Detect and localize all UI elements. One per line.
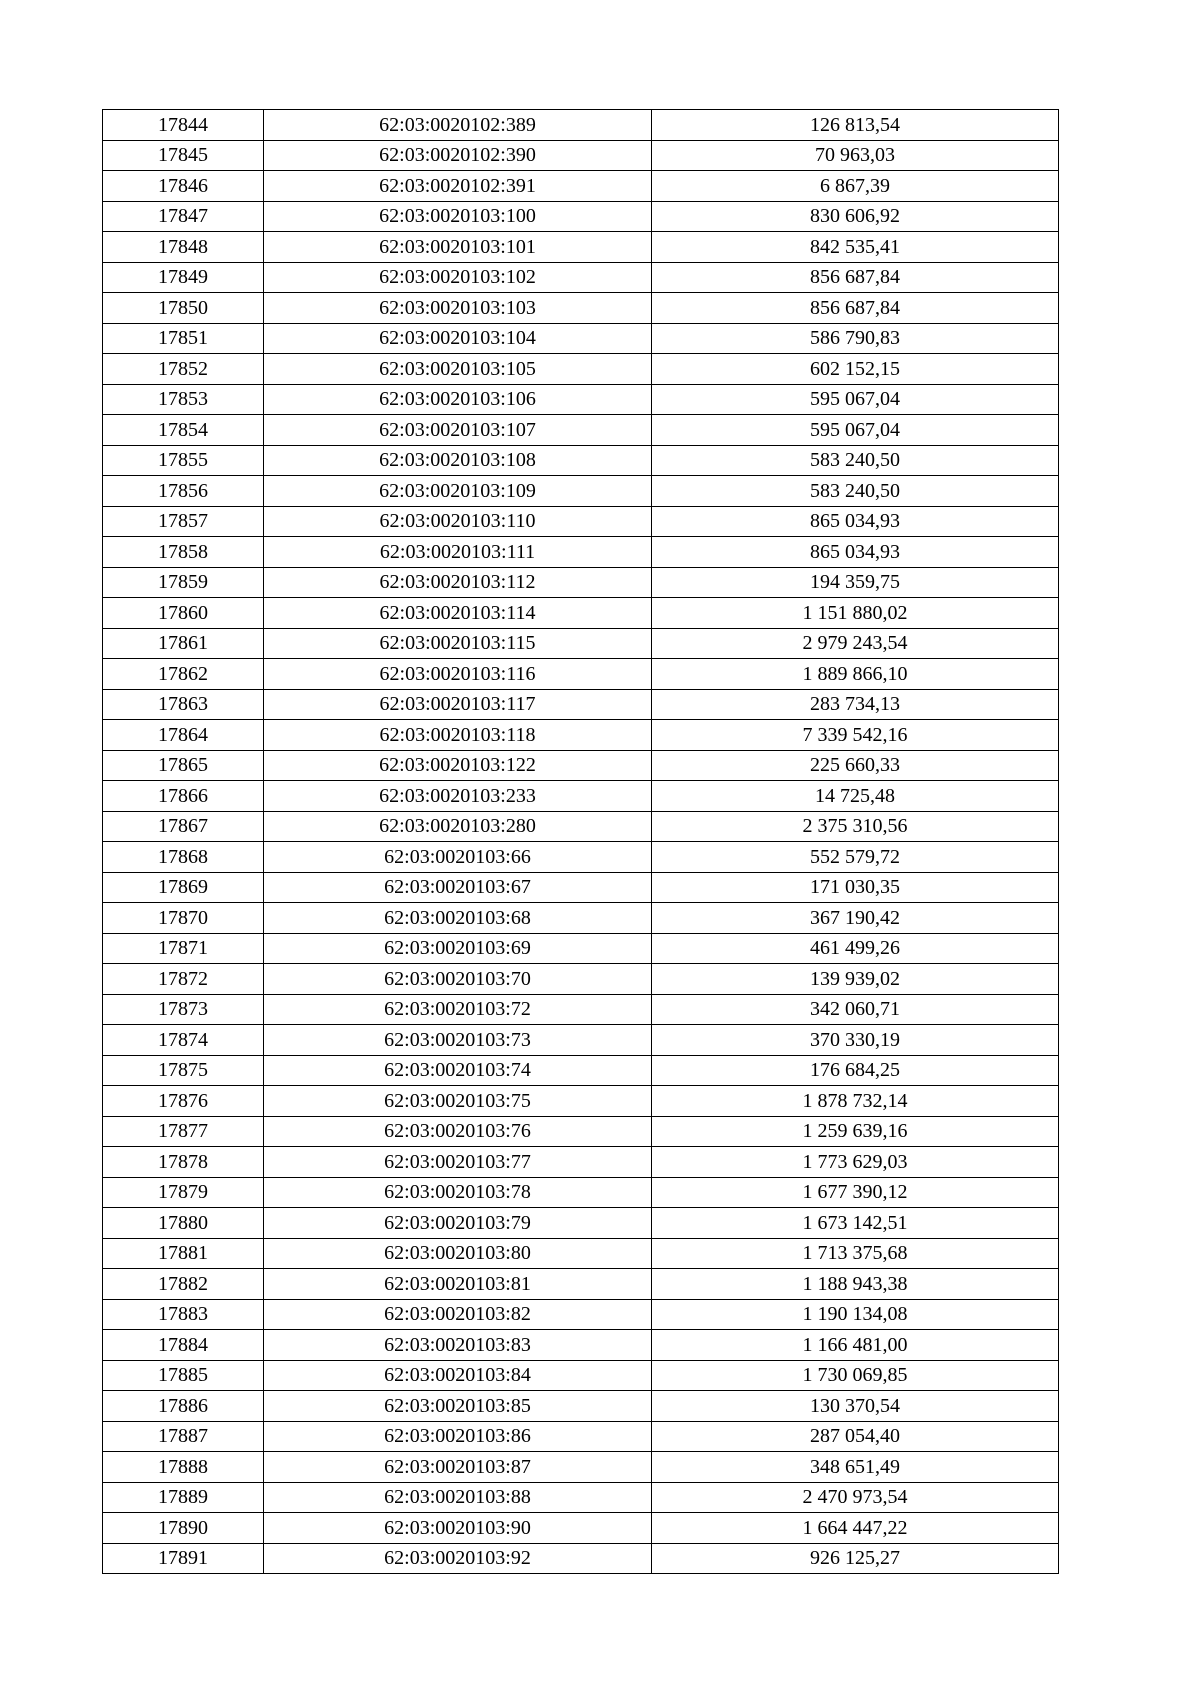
cadastral-number-cell: 62:03:0020102:389: [264, 110, 652, 141]
cadastral-value-cell: 176 684,25: [652, 1055, 1059, 1086]
row-number-cell: 17860: [103, 598, 264, 629]
table-row: [103, 964, 1059, 995]
cadastral-number-cell: 62:03:0020102:390: [264, 140, 652, 171]
table-row: [103, 415, 1059, 446]
table-row: [103, 1543, 1059, 1574]
row-number-cell: 17852: [103, 354, 264, 385]
row-number-cell: 17891: [103, 1543, 264, 1574]
row-number-cell: 17890: [103, 1513, 264, 1544]
table-row: [103, 384, 1059, 415]
cadastral-value-cell: 595 067,04: [652, 415, 1059, 446]
row-number-cell: 17870: [103, 903, 264, 934]
cadastral-value-cell: 1 166 481,00: [652, 1330, 1059, 1361]
cadastral-number-cell: 62:03:0020103:81: [264, 1269, 652, 1300]
cadastral-number-cell: 62:03:0020103:88: [264, 1482, 652, 1513]
cadastral-value-cell: 171 030,35: [652, 872, 1059, 903]
row-number-cell: 17887: [103, 1421, 264, 1452]
table-row: [103, 1177, 1059, 1208]
row-number-cell: 17846: [103, 171, 264, 202]
row-number-cell: 17865: [103, 750, 264, 781]
table-row: [103, 1116, 1059, 1147]
row-number-cell: 17885: [103, 1360, 264, 1391]
row-number-cell: 17871: [103, 933, 264, 964]
table-row: [103, 1452, 1059, 1483]
cadastral-number-cell: 62:03:0020102:391: [264, 171, 652, 202]
cadastral-number-cell: 62:03:0020103:112: [264, 567, 652, 598]
cadastral-value-cell: 1 190 134,08: [652, 1299, 1059, 1330]
cadastral-value-cell: 7 339 542,16: [652, 720, 1059, 751]
cadastral-number-cell: 62:03:0020103:108: [264, 445, 652, 476]
cadastral-value-cell: 586 790,83: [652, 323, 1059, 354]
cadastral-value-cell: 1 188 943,38: [652, 1269, 1059, 1300]
cadastral-number-cell: 62:03:0020103:90: [264, 1513, 652, 1544]
row-number-cell: 17847: [103, 201, 264, 232]
cadastral-number-cell: 62:03:0020103:280: [264, 811, 652, 842]
cadastral-number-cell: 62:03:0020103:73: [264, 1025, 652, 1056]
table-row: [103, 1391, 1059, 1422]
cadastral-value-cell: 1 664 447,22: [652, 1513, 1059, 1544]
table-row: [103, 293, 1059, 324]
row-number-cell: 17886: [103, 1391, 264, 1422]
cadastral-number-cell: 62:03:0020103:86: [264, 1421, 652, 1452]
row-number-cell: 17866: [103, 781, 264, 812]
table-row: [103, 720, 1059, 751]
cadastral-number-cell: 62:03:0020103:103: [264, 293, 652, 324]
table-row: [103, 1421, 1059, 1452]
table-row: [103, 903, 1059, 934]
row-number-cell: 17876: [103, 1086, 264, 1117]
cadastral-number-cell: 62:03:0020103:109: [264, 476, 652, 507]
cadastral-value-cell: 1 878 732,14: [652, 1086, 1059, 1117]
cadastral-value-cell: 926 125,27: [652, 1543, 1059, 1574]
table-row: [103, 1238, 1059, 1269]
cadastral-number-cell: 62:03:0020103:87: [264, 1452, 652, 1483]
row-number-cell: 17848: [103, 232, 264, 263]
row-number-cell: 17878: [103, 1147, 264, 1178]
cadastral-number-cell: 62:03:0020103:111: [264, 537, 652, 568]
cadastral-number-cell: 62:03:0020103:115: [264, 628, 652, 659]
cadastral-value-cell: 1 259 639,16: [652, 1116, 1059, 1147]
table-row: [103, 659, 1059, 690]
row-number-cell: 17853: [103, 384, 264, 415]
cadastral-number-cell: 62:03:0020103:70: [264, 964, 652, 995]
cadastral-value-cell: 1 773 629,03: [652, 1147, 1059, 1178]
cadastral-number-cell: 62:03:0020103:104: [264, 323, 652, 354]
cadastral-number-cell: 62:03:0020103:114: [264, 598, 652, 629]
cadastral-value-cell: 348 651,49: [652, 1452, 1059, 1483]
cadastral-number-cell: 62:03:0020103:75: [264, 1086, 652, 1117]
cadastral-value-cell: 2 979 243,54: [652, 628, 1059, 659]
row-number-cell: 17873: [103, 994, 264, 1025]
cadastral-value-cell: 1 673 142,51: [652, 1208, 1059, 1239]
cadastral-number-cell: 62:03:0020103:68: [264, 903, 652, 934]
cadastral-value-cell: 283 734,13: [652, 689, 1059, 720]
row-number-cell: 17875: [103, 1055, 264, 1086]
table-row: [103, 1025, 1059, 1056]
cadastral-value-cell: 139 939,02: [652, 964, 1059, 995]
cadastral-value-cell: 865 034,93: [652, 537, 1059, 568]
row-number-cell: 17882: [103, 1269, 264, 1300]
table-row: [103, 1299, 1059, 1330]
table-row: [103, 598, 1059, 629]
table-row: [103, 445, 1059, 476]
cadastral-value-cell: 342 060,71: [652, 994, 1059, 1025]
cadastral-value-cell: 602 152,15: [652, 354, 1059, 385]
cadastral-number-cell: 62:03:0020103:83: [264, 1330, 652, 1361]
table-row: [103, 171, 1059, 202]
row-number-cell: 17869: [103, 872, 264, 903]
table-row: [103, 689, 1059, 720]
table-row: [103, 110, 1059, 141]
cadastral-value-cell: 856 687,84: [652, 262, 1059, 293]
row-number-cell: 17845: [103, 140, 264, 171]
row-number-cell: 17864: [103, 720, 264, 751]
table-row: [103, 1086, 1059, 1117]
table-row: [103, 628, 1059, 659]
cadastral-value-cell: 14 725,48: [652, 781, 1059, 812]
cadastral-number-cell: 62:03:0020103:105: [264, 354, 652, 385]
cadastral-value-cell: 194 359,75: [652, 567, 1059, 598]
cadastral-number-cell: 62:03:0020103:116: [264, 659, 652, 690]
table-row: [103, 1330, 1059, 1361]
cadastral-value-table: [102, 109, 1059, 1574]
row-number-cell: 17884: [103, 1330, 264, 1361]
row-number-cell: 17867: [103, 811, 264, 842]
cadastral-value-cell: 461 499,26: [652, 933, 1059, 964]
cadastral-number-cell: 62:03:0020103:117: [264, 689, 652, 720]
cadastral-value-cell: 583 240,50: [652, 445, 1059, 476]
row-number-cell: 17850: [103, 293, 264, 324]
row-number-cell: 17881: [103, 1238, 264, 1269]
cadastral-number-cell: 62:03:0020103:67: [264, 872, 652, 903]
table-row: [103, 811, 1059, 842]
row-number-cell: 17879: [103, 1177, 264, 1208]
row-number-cell: 17855: [103, 445, 264, 476]
row-number-cell: 17877: [103, 1116, 264, 1147]
row-number-cell: 17851: [103, 323, 264, 354]
table-row: [103, 994, 1059, 1025]
cadastral-number-cell: 62:03:0020103:100: [264, 201, 652, 232]
table-row: [103, 1208, 1059, 1239]
cadastral-value-cell: 370 330,19: [652, 1025, 1059, 1056]
cadastral-number-cell: 62:03:0020103:84: [264, 1360, 652, 1391]
cadastral-number-cell: 62:03:0020103:85: [264, 1391, 652, 1422]
cadastral-number-cell: 62:03:0020103:118: [264, 720, 652, 751]
row-number-cell: 17883: [103, 1299, 264, 1330]
table-row: [103, 506, 1059, 537]
cadastral-number-cell: 62:03:0020103:92: [264, 1543, 652, 1574]
cadastral-value-cell: 830 606,92: [652, 201, 1059, 232]
table-row: [103, 354, 1059, 385]
table-row: [103, 323, 1059, 354]
cadastral-number-cell: 62:03:0020103:74: [264, 1055, 652, 1086]
table-row: [103, 537, 1059, 568]
cadastral-value-cell: 842 535,41: [652, 232, 1059, 263]
row-number-cell: 17858: [103, 537, 264, 568]
row-number-cell: 17862: [103, 659, 264, 690]
cadastral-value-cell: 2 470 973,54: [652, 1482, 1059, 1513]
cadastral-value-cell: 287 054,40: [652, 1421, 1059, 1452]
row-number-cell: 17863: [103, 689, 264, 720]
table-row: [103, 872, 1059, 903]
cadastral-number-cell: 62:03:0020103:107: [264, 415, 652, 446]
table-row: [103, 262, 1059, 293]
cadastral-number-cell: 62:03:0020103:110: [264, 506, 652, 537]
cadastral-value-cell: 1 713 375,68: [652, 1238, 1059, 1269]
cadastral-value-cell: 856 687,84: [652, 293, 1059, 324]
table-row: [103, 1360, 1059, 1391]
cadastral-value-cell: 367 190,42: [652, 903, 1059, 934]
table-row: [103, 567, 1059, 598]
cadastral-value-cell: 865 034,93: [652, 506, 1059, 537]
row-number-cell: 17889: [103, 1482, 264, 1513]
row-number-cell: 17849: [103, 262, 264, 293]
cadastral-value-cell: 70 963,03: [652, 140, 1059, 171]
cadastral-number-cell: 62:03:0020103:79: [264, 1208, 652, 1239]
cadastral-value-cell: 225 660,33: [652, 750, 1059, 781]
cadastral-value-cell: 1 889 866,10: [652, 659, 1059, 690]
table-row: [103, 1513, 1059, 1544]
row-number-cell: 17888: [103, 1452, 264, 1483]
table-row: [103, 140, 1059, 171]
cadastral-number-cell: 62:03:0020103:77: [264, 1147, 652, 1178]
row-number-cell: 17874: [103, 1025, 264, 1056]
table-body: [103, 110, 1059, 1574]
row-number-cell: 17854: [103, 415, 264, 446]
cadastral-value-cell: 552 579,72: [652, 842, 1059, 873]
cadastral-value-cell: 130 370,54: [652, 1391, 1059, 1422]
cadastral-value-cell: 1 730 069,85: [652, 1360, 1059, 1391]
cadastral-value-cell: 2 375 310,56: [652, 811, 1059, 842]
row-number-cell: 17856: [103, 476, 264, 507]
row-number-cell: 17880: [103, 1208, 264, 1239]
cadastral-number-cell: 62:03:0020103:69: [264, 933, 652, 964]
table-row: [103, 933, 1059, 964]
cadastral-value-cell: 1 151 880,02: [652, 598, 1059, 629]
cadastral-value-cell: 126 813,54: [652, 110, 1059, 141]
cadastral-number-cell: 62:03:0020103:101: [264, 232, 652, 263]
table-row: [103, 1482, 1059, 1513]
cadastral-value-cell: 6 867,39: [652, 171, 1059, 202]
cadastral-number-cell: 62:03:0020103:78: [264, 1177, 652, 1208]
cadastral-number-cell: 62:03:0020103:122: [264, 750, 652, 781]
row-number-cell: 17844: [103, 110, 264, 141]
table-row: [103, 201, 1059, 232]
row-number-cell: 17859: [103, 567, 264, 598]
cadastral-number-cell: 62:03:0020103:76: [264, 1116, 652, 1147]
row-number-cell: 17868: [103, 842, 264, 873]
cadastral-number-cell: 62:03:0020103:106: [264, 384, 652, 415]
cadastral-number-cell: 62:03:0020103:233: [264, 781, 652, 812]
table-row: [103, 1147, 1059, 1178]
table-row: [103, 476, 1059, 507]
row-number-cell: 17861: [103, 628, 264, 659]
cadastral-number-cell: 62:03:0020103:72: [264, 994, 652, 1025]
table-row: [103, 750, 1059, 781]
cadastral-value-cell: 1 677 390,12: [652, 1177, 1059, 1208]
cadastral-value-cell: 583 240,50: [652, 476, 1059, 507]
cadastral-number-cell: 62:03:0020103:82: [264, 1299, 652, 1330]
table-row: [103, 842, 1059, 873]
row-number-cell: 17857: [103, 506, 264, 537]
table-row: [103, 1055, 1059, 1086]
table-row: [103, 781, 1059, 812]
cadastral-number-cell: 62:03:0020103:80: [264, 1238, 652, 1269]
row-number-cell: 17872: [103, 964, 264, 995]
cadastral-number-cell: 62:03:0020103:102: [264, 262, 652, 293]
table-row: [103, 1269, 1059, 1300]
cadastral-number-cell: 62:03:0020103:66: [264, 842, 652, 873]
cadastral-value-cell: 595 067,04: [652, 384, 1059, 415]
table-row: [103, 232, 1059, 263]
